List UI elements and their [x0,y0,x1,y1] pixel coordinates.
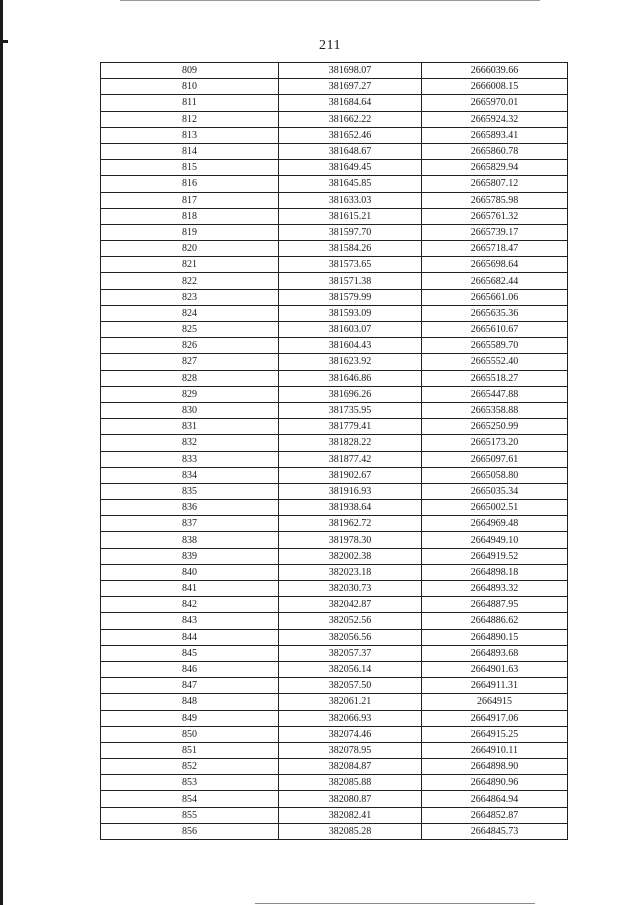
y-coordinate-cell: 2666039.66 [422,63,568,79]
point-number-cell: 842 [101,597,279,613]
y-coordinate-cell: 2665097.61 [422,451,568,467]
table-row [101,111,568,127]
x-coordinate-cell: 382030.73 [279,581,422,597]
y-coordinate-cell: 2665002.51 [422,500,568,516]
table-row [101,726,568,742]
y-coordinate-cell: 2665698.64 [422,257,568,273]
table-row [101,305,568,321]
table-row [101,435,568,451]
x-coordinate-cell: 381649.45 [279,160,422,176]
table-row [101,257,568,273]
table-row [101,160,568,176]
point-number-cell: 834 [101,467,279,483]
y-coordinate-cell: 2664915.25 [422,726,568,742]
x-coordinate-cell: 381646.86 [279,370,422,386]
point-number-cell: 813 [101,127,279,143]
point-number-cell: 825 [101,322,279,338]
point-number-cell: 822 [101,273,279,289]
y-coordinate-cell: 2664890.15 [422,629,568,645]
point-number-cell: 849 [101,710,279,726]
point-number-cell: 838 [101,532,279,548]
y-coordinate-cell: 2666008.15 [422,79,568,95]
x-coordinate-cell: 381962.72 [279,516,422,532]
table-row [101,791,568,807]
point-number-cell: 845 [101,645,279,661]
y-coordinate-cell: 2665173.20 [422,435,568,451]
y-coordinate-cell: 2664911.31 [422,678,568,694]
point-number-cell: 847 [101,678,279,694]
table-row [101,678,568,694]
y-coordinate-cell: 2664898.90 [422,759,568,775]
x-coordinate-cell: 382002.38 [279,548,422,564]
point-number-cell: 852 [101,759,279,775]
table-row [101,224,568,240]
x-coordinate-cell: 381938.64 [279,500,422,516]
y-coordinate-cell: 2664949.10 [422,532,568,548]
x-coordinate-cell: 381779.41 [279,419,422,435]
x-coordinate-cell: 381696.26 [279,386,422,402]
x-coordinate-cell: 381603.07 [279,322,422,338]
table-row [101,467,568,483]
table-row [101,370,568,386]
point-number-cell: 839 [101,548,279,564]
point-number-cell: 809 [101,63,279,79]
y-coordinate-cell: 2665924.32 [422,111,568,127]
point-number-cell: 850 [101,726,279,742]
table-row [101,532,568,548]
y-coordinate-cell: 2665552.40 [422,354,568,370]
table-row [101,597,568,613]
point-number-cell: 840 [101,564,279,580]
y-coordinate-cell: 2665829.94 [422,160,568,176]
x-coordinate-cell: 382082.41 [279,807,422,823]
table-row [101,613,568,629]
point-number-cell: 827 [101,354,279,370]
scan-top-border [120,0,540,1]
point-number-cell: 837 [101,516,279,532]
y-coordinate-cell: 2664893.32 [422,581,568,597]
table-row [101,419,568,435]
point-number-cell: 846 [101,661,279,677]
x-coordinate-cell: 382085.28 [279,823,422,839]
y-coordinate-cell: 2665785.98 [422,192,568,208]
scan-left-edge [0,0,3,905]
x-coordinate-cell: 382057.50 [279,678,422,694]
y-coordinate-cell: 2664852.87 [422,807,568,823]
coordinates-table [100,62,568,840]
x-coordinate-cell: 382080.87 [279,791,422,807]
point-number-cell: 843 [101,613,279,629]
table-row [101,581,568,597]
point-number-cell: 833 [101,451,279,467]
y-coordinate-cell: 2665682.44 [422,273,568,289]
point-number-cell: 815 [101,160,279,176]
table-row [101,564,568,580]
table-row [101,516,568,532]
x-coordinate-cell: 381698.07 [279,63,422,79]
table-row [101,451,568,467]
x-coordinate-cell: 381916.93 [279,483,422,499]
table-row [101,661,568,677]
x-coordinate-cell: 381648.67 [279,143,422,159]
x-coordinate-cell: 381615.21 [279,208,422,224]
y-coordinate-cell: 2664919.52 [422,548,568,564]
point-number-cell: 814 [101,143,279,159]
x-coordinate-cell: 381593.09 [279,305,422,321]
y-coordinate-cell: 2665739.17 [422,224,568,240]
table-row [101,483,568,499]
point-number-cell: 823 [101,289,279,305]
table-row [101,143,568,159]
point-number-cell: 828 [101,370,279,386]
point-number-cell: 855 [101,807,279,823]
y-coordinate-cell: 2664887.95 [422,597,568,613]
point-number-cell: 848 [101,694,279,710]
point-number-cell: 819 [101,224,279,240]
point-number-cell: 830 [101,402,279,418]
point-number-cell: 811 [101,95,279,111]
y-coordinate-cell: 2664890.96 [422,775,568,791]
x-coordinate-cell: 382057.37 [279,645,422,661]
x-coordinate-cell: 382074.46 [279,726,422,742]
x-coordinate-cell: 381978.30 [279,532,422,548]
table-row [101,710,568,726]
y-coordinate-cell: 2664864.94 [422,791,568,807]
point-number-cell: 829 [101,386,279,402]
table-row [101,694,568,710]
y-coordinate-cell: 2665518.27 [422,370,568,386]
table-row [101,629,568,645]
x-coordinate-cell: 381571.38 [279,273,422,289]
table-row [101,354,568,370]
y-coordinate-cell: 2665761.32 [422,208,568,224]
point-number-cell: 812 [101,111,279,127]
table-row [101,127,568,143]
y-coordinate-cell: 2664969.48 [422,516,568,532]
y-coordinate-cell: 2665589.70 [422,338,568,354]
x-coordinate-cell: 381735.95 [279,402,422,418]
y-coordinate-cell: 2665035.34 [422,483,568,499]
y-coordinate-cell: 2665058.80 [422,467,568,483]
y-coordinate-cell: 2664893.68 [422,645,568,661]
y-coordinate-cell: 2665635.36 [422,305,568,321]
table-row [101,79,568,95]
x-coordinate-cell: 381684.64 [279,95,422,111]
table-row [101,807,568,823]
point-number-cell: 832 [101,435,279,451]
point-number-cell: 831 [101,419,279,435]
table-row [101,241,568,257]
table-row [101,208,568,224]
point-number-cell: 817 [101,192,279,208]
table-row [101,742,568,758]
y-coordinate-cell: 2664901.63 [422,661,568,677]
x-coordinate-cell: 381697.27 [279,79,422,95]
x-coordinate-cell: 381662.22 [279,111,422,127]
table-row [101,500,568,516]
x-coordinate-cell: 381652.46 [279,127,422,143]
x-coordinate-cell: 382085.88 [279,775,422,791]
table-row [101,273,568,289]
table-row [101,759,568,775]
point-number-cell: 820 [101,241,279,257]
point-number-cell: 818 [101,208,279,224]
point-number-cell: 841 [101,581,279,597]
point-number-cell: 844 [101,629,279,645]
x-coordinate-cell: 382052.56 [279,613,422,629]
table-row [101,645,568,661]
point-number-cell: 810 [101,79,279,95]
coordinates-table-body [101,63,568,840]
table-row [101,322,568,338]
x-coordinate-cell: 381584.26 [279,241,422,257]
x-coordinate-cell: 382056.14 [279,661,422,677]
table-row [101,775,568,791]
point-number-cell: 826 [101,338,279,354]
scan-bottom-border [255,903,535,904]
x-coordinate-cell: 381645.85 [279,176,422,192]
table-row [101,289,568,305]
point-number-cell: 816 [101,176,279,192]
y-coordinate-cell: 2664915 [422,694,568,710]
table-row [101,63,568,79]
y-coordinate-cell: 2665250.99 [422,419,568,435]
x-coordinate-cell: 381597.70 [279,224,422,240]
x-coordinate-cell: 382084.87 [279,759,422,775]
y-coordinate-cell: 2665860.78 [422,143,568,159]
table-row [101,548,568,564]
y-coordinate-cell: 2664898.18 [422,564,568,580]
x-coordinate-cell: 382078.95 [279,742,422,758]
y-coordinate-cell: 2665970.01 [422,95,568,111]
x-coordinate-cell: 381902.67 [279,467,422,483]
point-number-cell: 851 [101,742,279,758]
point-number-cell: 854 [101,791,279,807]
table-row [101,95,568,111]
point-number-cell: 853 [101,775,279,791]
y-coordinate-cell: 2665610.67 [422,322,568,338]
point-number-cell: 836 [101,500,279,516]
y-coordinate-cell: 2665661.06 [422,289,568,305]
y-coordinate-cell: 2665447.88 [422,386,568,402]
page-number: 211 [319,38,341,53]
y-coordinate-cell: 2664917.06 [422,710,568,726]
x-coordinate-cell: 381623.92 [279,354,422,370]
y-coordinate-cell: 2664845.73 [422,823,568,839]
y-coordinate-cell: 2665718.47 [422,241,568,257]
table-row [101,402,568,418]
point-number-cell: 835 [101,483,279,499]
x-coordinate-cell: 382066.93 [279,710,422,726]
table-row [101,386,568,402]
x-coordinate-cell: 381828.22 [279,435,422,451]
table-row [101,338,568,354]
x-coordinate-cell: 382023.18 [279,564,422,580]
point-number-cell: 856 [101,823,279,839]
x-coordinate-cell: 381573.65 [279,257,422,273]
x-coordinate-cell: 381633.03 [279,192,422,208]
x-coordinate-cell: 381877.42 [279,451,422,467]
x-coordinate-cell: 381579.99 [279,289,422,305]
point-number-cell: 824 [101,305,279,321]
x-coordinate-cell: 382056.56 [279,629,422,645]
y-coordinate-cell: 2665893.41 [422,127,568,143]
y-coordinate-cell: 2664886.62 [422,613,568,629]
table-row [101,192,568,208]
point-number-cell: 821 [101,257,279,273]
x-coordinate-cell: 382061.21 [279,694,422,710]
table-row [101,176,568,192]
y-coordinate-cell: 2665358.88 [422,402,568,418]
y-coordinate-cell: 2664910.11 [422,742,568,758]
x-coordinate-cell: 381604.43 [279,338,422,354]
table-row [101,823,568,839]
x-coordinate-cell: 382042.87 [279,597,422,613]
y-coordinate-cell: 2665807.12 [422,176,568,192]
